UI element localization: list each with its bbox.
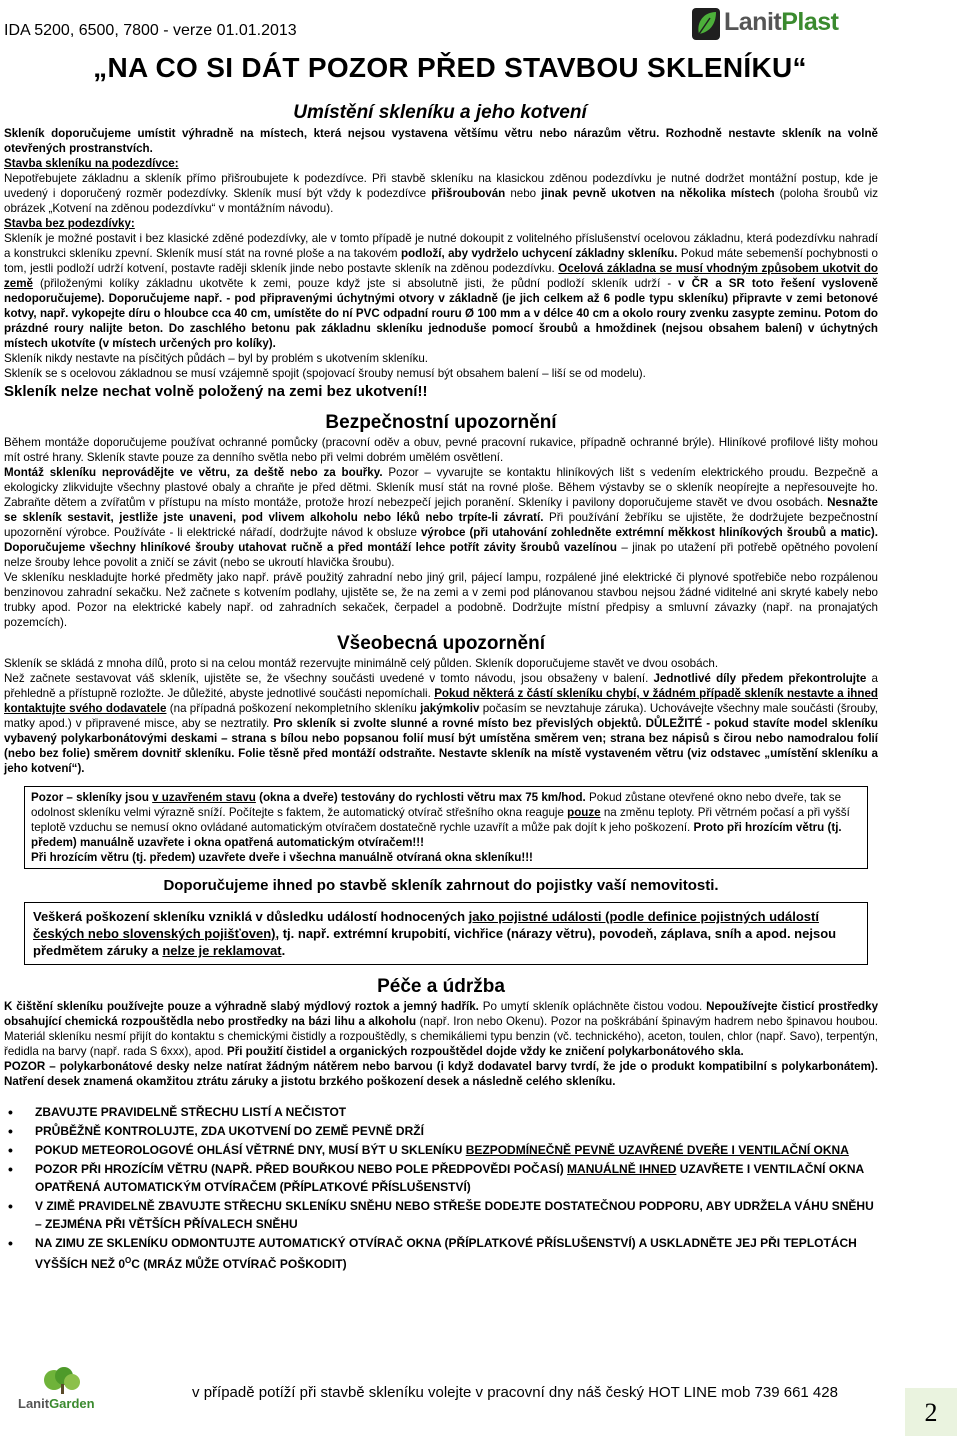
document-version-header: IDA 5200, 6500, 7800 - verze 01.01.2013 [4,22,297,39]
sandy-soil-note: Skleník nikdy nestavte na písčitých půdách – byl by problém s ukotvením skleníku. [4,352,429,365]
general-paragraph-2: Než začnete sestavovat váš skleník, ujistěte se, že všechny součásti uvedené v tomto návodu, jsou obsaženy v balení. Jednotlivé díly předem překontrolujte a přehledně a přístupně rozložte. Je důležité, abyste jednotlivé součásti nepomíchali. Pokud některá z částí skleníku chybí, v žádném případě skleník nestavte a ihned kontaktujte svého dodavatele (na případná poškození nekompletního skleníku jakýmkoliv počasím se nevztahuje záruka). Uchovávejte všechny male součásti (šrouby, matky apod.) v připravené misce, aby se neztratily. Pro skleník si zvolte slunné a rovné místo bez převislých objektů. DŮLEŽITÉ - pokud stavíte model skleníku vybavený polykarbonátovými deskami – strana s bílou nebo popsanou folií musí být umístěna směrem ven; strana bez nápisů s čirou nebo namodralou folií (nebo bez folie) směrem dovnitř skleníku. Folie těsně před montáží odstraňte. Nestavte skleník na místě vystaveném větru (viz odstavec „umístění skleníku a jeho kotvení“). [4,672,878,775]
list-item: • V ZIMĚ PRAVIDELNĚ ZBAVUJTE STŘECHU SKLENÍKU SNĚHU NEBO STŘEŠE DODEJTE DOSTATEČNOU PODPORU, ABY UDRŽELA VÁHU SNĚHU – ZEJMÉNA PŘI VĚTŠÍCH PŘÍVALECH SNĚHU [4,1197,878,1233]
insurance-recommendation: Doporučujeme ihned po stavbě skleník zahrnout do pojistky vaší nemovitosti. [163,877,719,894]
footer-logo-wordmark: LanitGarden [18,1396,95,1411]
list-item: • POKUD METEOROLOGOVÉ OHLÁSÍ VĚTRNÉ DNY, MUSÍ BÝT U SKLENÍKU BEZPODMÍNEČNĚ PEVNĚ UZAVŘENÉ DVEŘE I VENTILAČNÍ OKNA [4,1141,878,1159]
foundation-paragraph: Nepotřebujete základnu a skleník přímo přišroubujete k podezdívce. Při stavbě skleníku na klasickou zděnou podezdívku je nutné dodržet montážní postup, kde je uvedený i doporučený rozměr podezdívky. Skleník musí být vždy k podezdívce přišroubován nebo jinak pevně ukotven na několika místech (poloha šroubů viz obrázek „Kotvení na zděnou podezdívku“ v montážním návodu). [4,172,879,215]
list-item: • ZBAVUJTE PRAVIDELNĚ STŘECHU LISTÍ A NEČISTOT [4,1103,878,1121]
placement-paragraph: Skleník doporučujeme umístit výhradně na místech, která nejsou vystavena většímu větru nebo nárazům větru. Rozhodně nestavte skleník na volně otevřených prostranstvích. [4,127,878,155]
insurance-box: Veškerá poškození skleníku vzniklá v důsledku událostí hodnocených jako pojistné události (podle definice pojistných událostí českých nebo slovenských pojišťoven), tj. např. extrémní krupobití, vichřice (nárazy větru), povodeň, záplava, sníh a apod. nejsou předmětem záruky a nelze je reklamovat. [24,902,868,965]
section-title-care: Péče a údržba [377,976,505,997]
section-title-general: Všeobecná upozornění [337,633,545,654]
care-paragraph-1: K čištění skleníku používejte pouze a výhradně slabý mýdlový roztok a jemný hadřík. Po umytí skleník opláchněte čistou vodou. Nepoužívejte čisticí prostředky obsahující chemická rozpouštědla nebo prostředky na bázi lihu a alkoholu (např. Iron nebo Okenu). Pozor na poškrábání špinavým hadrem nebo špinavou houbou. Materiál skleníku nesmí přijít do kontaktu s chemickými čistidly a rozpouštědly, s chemikáliemi typu benzin (vč. technického), aceton, toulen, chlor (např. Savo), terpentýn, ředidla na barvy (např. rada S 6xxx), apod. Při použití čistidel a organických rozpouštědel dojde vždy ke zničení polykarbonátového skla. [4,1000,879,1058]
page-number: 2 [905,1388,957,1436]
subheading-on-foundation: Stavba skleníku na podezdívce: [4,157,179,170]
subheading-without-foundation: Stavba bez podezdívky: [4,217,135,230]
page-title: „NA CO SI DÁT POZOR PŘED STAVBOU SKLENÍKU“ [93,52,807,83]
section-title-placement: Umístění skleníku a jeho kotvení [293,102,587,123]
steel-base-note: Skleník se s ocelovou základnou se musí vzájemně spojit (spojovací šrouby nemusí být obsahem balení – liší se od modelu). [4,367,646,380]
hotline-footer: v případě potíží při stavbě skleníku volejte v pracovní dny náš český HOT LINE mob 739 661 428 [192,1384,838,1401]
document-body [4,126,878,1274]
general-paragraph-1: Skleník se skládá z mnoha dílů, proto si na celou montáž rezervujte minimálně celý půlden. Skleník doporučujeme stavět ve dvou osobách. [4,657,719,670]
anchoring-warning: Skleník nelze nechat volně položený na zemi bez ukotvení!! [4,383,428,400]
safety-paragraph-3: Ve skleníku neskladujte horké předměty jako např. právě použitý zahradní nebo jiný gril, pájecí lampu, rozpálené jiné elektrické či plynové spotřebiče nebo rozpálenou benzinovou zahradní sekačku. Než začnete s kotvením podlahy, ujistěte se, že na zemi a v zemi pod plánovanou stavbou nejsou žádné viditelné ani skryté kabely nebo trubky apod. Pozor na elektrické kabely např. od zahradních sekaček, čerpadel a podobně. Dodržujte místní předpisy a smluvní závazky (např. na pronajatých pozemcích). [4,571,878,629]
section-title-safety: Bezpečnostní upozornění [325,412,557,433]
logo-wordmark: LanitPlast [724,8,839,36]
care-paragraph-2: POZOR – polykarbonátové desky nelze natírat žádným nátěrem nebo barvou (i když dodavatel barvy tvrdí, že jde o produkt kompatibilní s polykarbonátem). Natření desek znamená okamžitou ztrátu záruky a jistotu brzkého poškození desek a následně celého skleníku. [4,1060,878,1088]
safety-paragraph-1: Během montáže doporučujeme používat ochranné pomůcky (pracovní oděv a obuv, pevné pracovní rukavice, případně ochranné brýle). Hliníkové profilové lišty mohou mít ostré hrany. Skleník stavte pouze za denního světla nebo při velmi dobrém umělém osvětlení. [4,436,878,464]
wind-warning-box: Pozor – skleníky jsou v uzavřeném stavu (okna a dveře) testovány do rychlosti větru max 75 km/hod. Pokud zůstane otevřené okno nebo dveře, tak se odolnost skleníku velmi výrazně sníží. Počítejte s faktem, že automatický otvírač střešního okna reaguje pouze na změnu teploty. Při větrném počasí a při vyšší teplotě vzduchu se nemusí okno ovládané automatickým otvíračem dostatečně rychle uzavřít a může pak dojít k jeho poškození. Proto při hrozícím větru (tj. předem) manuálně uzavřete i okna opatřená automatickým otvíračem!!! Při hrozícím větru (tj. předem) uzavřete dveře i všechna manuálně otvíraná okna skleníku!!! [24,786,868,869]
no-foundation-paragraph: Skleník je možné postavit i bez klasické zděné podezdívky, ale v tomto případě je nutné dokoupit z volitelného příslušenství ocelovou základnu, která podezdívku nahradí a konstrukci skleníku zpevní. Skleník musí stát na rovné ploše a na takovém podloží, aby vydrželo uchycení základny skleníku. Pokud máte sebemenší pochybnosti o tom, jestli podloží udrží kotvení, postavte raději skleník jinde nebo postavte skleník na zděnou podezdívku. Ocelová základna se musí vhodným způsobem ukotvit do země (přiloženými kolíky základnu ukotvěte k zemi, pouze když jste si absolutně jisti, že půdní podloží skleník udrží - v ČR a SR toto řešení vysloveně nedoporučujeme). Doporučujeme např. - pod připravenými úchytnými otvory v základně (je jich celkem až 6 podle typu skleníku) připravte v zemi betonové kotvy, např. vykopejte díru o hloubce cca 40 cm, umístěte do ní PVC odpadní rouru Ø 100 mm a v délce 40 cm a okolo roury zvenku zasypte zeminu. Potom do prázdné roury nalijte beton. Do zaschlého betonu pak základnu skleníku jednoduše pomocí šroubů a hmoždinek (nejsou obsahem balení) v úchytných místech ukotvíte (v místech určených pro kolíky). [4,232,878,350]
safety-paragraph-2: Montáž skleníku neprovádějte ve větru, za deště nebo za bouřky. Pozor – vyvarujte se kontaktu hliníkových lišt s vedením elektrického proudu. Bezpečně a ekologicky zlikvidujte všechny plastové obaly a chraňte je před dětmi. Skleník musí stát na rovné ploše. Během výstavby se o skleník neopírejte a nepřesouvejte ho. Zabraňte dětem a zvířatům v přístupu na místo montáže, protože hrozí nebezpečí jejich poranění. Skleníky i pavilony doporučujeme stavět ve dvou osobách. Nesnažte se skleník sestavit, jestliže jste unaveni, pod vlivem alkoholu nebo léků nebo trpíte-li závratí. Při používání žebříku se ujistěte, že dodržujete bezpečnostní upozornění výrobce. Používáte - li elektrické nářadí, dodržujte návod k obsluze výrobce (při utahování zohledněte extrémní měkkost hliníkových šroubů a matic). Doporučujeme všechny hliníkové šrouby utahovat ručně a před montáží lehce potřít závity šroubů vazelínou – jinak po utažení při potřebě opětného povolení nelze šrouby lehce povolit a zničí se závit (nebo se ukroutí hlavička šroubu). [4,466,879,569]
leaf-icon [690,6,722,42]
list-item: • NA ZIMU ZE SKLENÍKU ODMONTUJTE AUTOMATICKÝ OTVÍRAČ OKNA (PŘÍPLATKOVÉ PŘÍSLUŠENSTVÍ) A USKLADNĚTE JEJ PŘI TEPLOTÁCH VYŠŠÍCH NEŽ $0^OC$ (MRÁZ MŮŽE OTVÍRAČ POŠKODIT) [4,1234,878,1273]
maintenance-list [4,1103,878,1273]
list-item: • POZOR PŘI HROZÍCÍM VĚTRU (NAPŘ. PŘED BOUŘKOU NEBO POLE PŘEDPOVĚDI POČASÍ) MANUÁLNĚ IHNED UZAVŘETE I VENTILAČNÍ OKNA OPATŘENÁ AUTOMATICKÝM OTVÍRAČEM (PŘÍPLATKOVÉ PŘÍSLUŠENSTVÍ) [4,1160,878,1196]
lanitgarden-logo [14,1366,124,1416]
lanitplast-logo [690,6,840,42]
list-item: • PRŮBĚŽNĚ KONTROLUJTE, ZDA UKOTVENÍ DO ZEMĚ PEVNĚ DRŽÍ [4,1122,878,1140]
